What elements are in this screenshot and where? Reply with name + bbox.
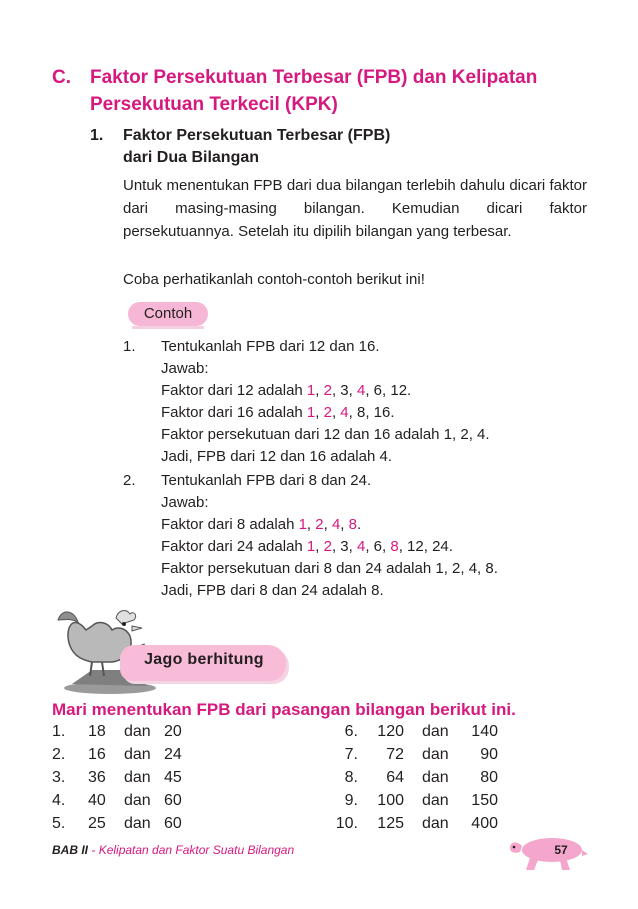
factors-line-b [161, 402, 603, 424]
subsection-number: 1. [90, 127, 104, 144]
factors-prefix: Faktor dari 16 adalah [161, 404, 307, 421]
item-b: 45 [164, 769, 182, 786]
item-a: 36 [88, 769, 106, 786]
exercise-item [330, 745, 500, 765]
item-a: 16 [88, 746, 106, 763]
factors-line-a [161, 380, 603, 402]
item-number: 2. [52, 746, 66, 763]
example-jawab: Jawab: [161, 494, 209, 511]
item-a: 18 [88, 723, 106, 740]
factor-value: 8 [356, 404, 366, 421]
factor-value: 2 [315, 516, 324, 533]
example-1 [123, 336, 603, 468]
exercise-item [330, 814, 500, 834]
exercise-item [52, 791, 212, 811]
factor-value: 1 [306, 404, 316, 421]
section-title [52, 64, 612, 118]
factors-line-a [161, 514, 603, 536]
factors-list: 1, 2, 4, 8, 16. [306, 404, 395, 421]
item-number: 8. [344, 769, 358, 786]
footer-separator: - [91, 843, 96, 857]
factor-value: 1 [306, 538, 316, 555]
item-b: 20 [164, 723, 182, 740]
factor-value: 12 [390, 382, 408, 399]
exercise-heading: Mari menentukan FPB dari pasangan bilangan berikut ini. [52, 700, 516, 719]
example-question: Tentukanlah FPB dari 8 dan 24. [161, 472, 372, 489]
item-number: 4. [52, 792, 66, 809]
factor-value: 16 [373, 404, 391, 421]
jago-berhitung-label: Jago berhitung [144, 651, 264, 668]
item-b: 80 [480, 769, 498, 786]
item-dan: dan [422, 815, 449, 832]
factor-value: 6 [373, 382, 383, 399]
example-question: Tentukanlah FPB dari 12 dan 16. [161, 338, 380, 355]
factor-value: 2 [323, 404, 332, 421]
item-b: 24 [164, 746, 182, 763]
factor-value: 24 [432, 538, 449, 555]
item-dan: dan [422, 723, 449, 740]
item-a: 64 [386, 769, 404, 786]
factor-value: 4 [356, 538, 366, 555]
factor-value: 12 [407, 538, 424, 555]
item-a: 100 [377, 792, 404, 809]
item-a: 125 [377, 815, 404, 832]
item-b: 150 [471, 792, 498, 809]
subsection-title [90, 125, 590, 169]
example-number: 2. [123, 472, 136, 489]
footer-chapter [52, 843, 294, 857]
factor-value: 2 [323, 538, 332, 555]
factor-value: 4 [356, 382, 366, 399]
factors-prefix: Faktor dari 24 adalah [161, 538, 307, 555]
item-a: 120 [377, 723, 404, 740]
section-title-line-2: Persekutuan Terkecil (KPK) [90, 94, 338, 115]
example-jawab: Jawab: [161, 360, 209, 377]
item-number: 1. [52, 723, 66, 740]
example-2 [123, 470, 603, 602]
page-number: 57 [554, 843, 568, 857]
section-title-line-1: Faktor Persekutuan Terbesar (FPB) dan Kelipatan [90, 67, 538, 88]
item-number: 7. [344, 746, 358, 763]
exercise-item [330, 791, 500, 811]
exercise-item [330, 768, 500, 788]
factor-value: 4 [340, 404, 349, 421]
item-b: 140 [471, 723, 498, 740]
intro-paragraph: Untuk menentukan FPB dari dua bilangan terlebih dahulu dicari faktor dari masing-masing bilangan. Kemudian dicari faktor persekutuannya. Setelah itu dipilih bilangan yang terbesar. [123, 177, 587, 240]
item-number: 9. [344, 792, 358, 809]
item-number: 10. [335, 815, 358, 832]
example-result: Jadi, FPB dari 8 dan 24 adalah 8. [161, 582, 384, 599]
item-number: 5. [52, 815, 66, 832]
subsection-title-line-1: Faktor Persekutuan Terbesar (FPB) [123, 127, 391, 144]
item-b: 400 [471, 815, 498, 832]
example-number: 1. [123, 338, 136, 355]
exercise-item [52, 768, 212, 788]
factor-value: 8 [348, 516, 357, 533]
factor-value: 3 [340, 538, 349, 555]
factors-list: 1, 2, 3, 4, 6, 12. [306, 382, 412, 399]
factors-list: 1, 2, 3, 4, 6, 8, 12, 24. [306, 538, 453, 555]
intro-prompt: Coba perhatikanlah contoh-contoh berikut ini! [123, 271, 425, 288]
item-a: 72 [386, 746, 404, 763]
item-dan: dan [422, 792, 449, 809]
exercise-item [52, 745, 212, 765]
example-result: Jadi, FPB dari 12 dan 16 adalah 4. [161, 448, 392, 465]
item-b: 60 [164, 815, 182, 832]
item-dan: dan [422, 746, 449, 763]
factor-value: 2 [323, 382, 332, 399]
factors-line-b [161, 536, 603, 558]
subsection-title-line-2: dari Dua Bilangan [123, 149, 260, 166]
factors-prefix: Faktor dari 12 adalah [161, 382, 307, 399]
exercise-item [330, 722, 500, 742]
item-dan: dan [124, 746, 151, 763]
item-number: 3. [52, 769, 66, 786]
item-number: 6. [344, 723, 358, 740]
factor-value: 3 [340, 382, 349, 399]
item-a: 40 [88, 792, 106, 809]
item-dan: dan [124, 815, 151, 832]
factor-value: 1 [306, 382, 316, 399]
factor-value: 8 [390, 538, 399, 555]
section-letter: C. [52, 67, 71, 88]
factor-value: 1 [298, 516, 307, 533]
footer-chapter-title: Kelipatan dan Faktor Suatu Bilangan [98, 843, 295, 857]
item-b: 60 [164, 792, 182, 809]
factor-value: 4 [331, 516, 341, 533]
item-dan: dan [124, 792, 151, 809]
item-dan: dan [124, 769, 151, 786]
item-dan: dan [422, 769, 449, 786]
factors-list: 1, 2, 4, 8. [298, 516, 362, 533]
common-factors: Faktor persekutuan dari 12 dan 16 adalah 1, 2, 4. [161, 426, 490, 443]
footer-bab: BAB II [52, 843, 88, 857]
item-a: 25 [88, 815, 106, 832]
exercise-item [52, 814, 212, 834]
item-dan: dan [124, 723, 151, 740]
item-b: 90 [480, 746, 498, 763]
factor-value: 6 [373, 538, 383, 555]
common-factors: Faktor persekutuan dari 8 dan 24 adalah 1, 2, 4, 8. [161, 560, 498, 577]
exercise-item [52, 722, 212, 742]
factors-prefix: Faktor dari 8 adalah [161, 516, 299, 533]
contoh-label: Contoh [128, 302, 208, 326]
